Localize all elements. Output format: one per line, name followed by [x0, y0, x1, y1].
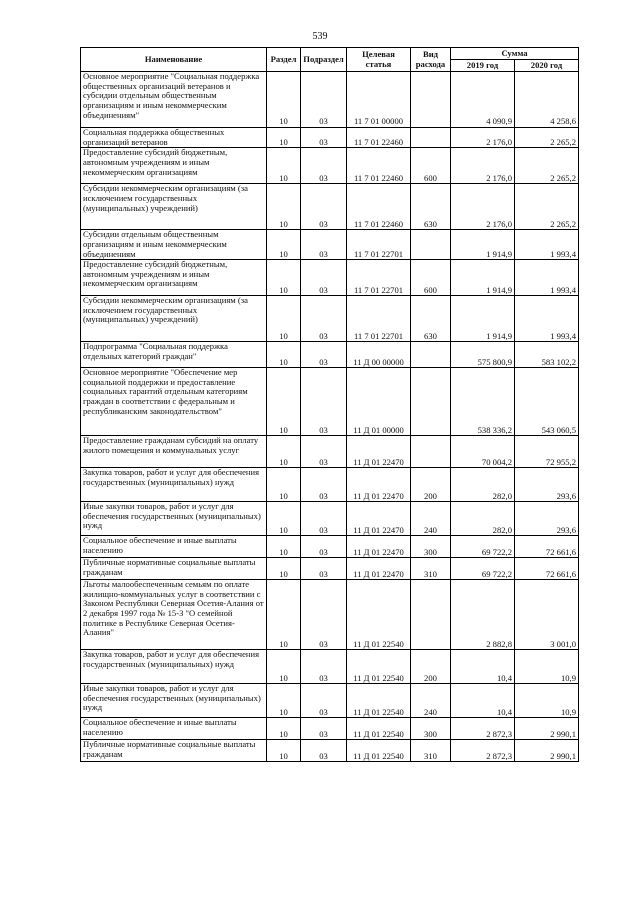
row-subsection: 03 — [301, 740, 347, 762]
row-sum-2020: 10,9 — [515, 650, 579, 684]
row-target: 11 Д 01 22540 — [347, 740, 411, 762]
row-sum-2019: 2 176,0 — [451, 128, 515, 148]
row-exp-type — [411, 72, 451, 128]
row-subsection: 03 — [301, 296, 347, 342]
header-name: Наименование — [81, 48, 267, 72]
row-sum-2020: 4 258,6 — [515, 72, 579, 128]
row-name: Предоставление субсидий бюджетным, автономным учреждениям и иным некоммерческим организациям — [81, 260, 267, 296]
row-target: 11 7 01 22460 — [347, 128, 411, 148]
row-sum-2020: 1 993,4 — [515, 260, 579, 296]
table-row — [81, 230, 579, 260]
row-sum-2019: 1 914,9 — [451, 230, 515, 260]
row-name: Социальное обеспечение и иные выплаты населению — [81, 536, 267, 558]
row-name: Основное мероприятие "Социальная поддержка общественных организаций ветеранов и субсидии отдельным общественным организациям и иным некоммерческим объединениям" — [81, 72, 267, 128]
row-subsection: 03 — [301, 148, 347, 184]
row-subsection: 03 — [301, 128, 347, 148]
row-subsection: 03 — [301, 650, 347, 684]
row-section: 10 — [267, 580, 301, 650]
table-row — [81, 368, 579, 436]
row-name: Публичные нормативные социальные выплаты гражданам — [81, 558, 267, 580]
row-exp-type: 200 — [411, 650, 451, 684]
header-2019: 2019 год — [451, 60, 515, 72]
row-section: 10 — [267, 72, 301, 128]
row-sum-2019: 69 722,2 — [451, 558, 515, 580]
row-sum-2020: 1 993,4 — [515, 230, 579, 260]
header-sum: Сумма — [451, 48, 579, 60]
row-subsection: 03 — [301, 342, 347, 368]
row-section: 10 — [267, 296, 301, 342]
header-section: Раздел — [267, 48, 301, 72]
row-sum-2019: 282,0 — [451, 468, 515, 502]
row-subsection: 03 — [301, 184, 347, 230]
row-subsection: 03 — [301, 536, 347, 558]
table-row — [81, 558, 579, 580]
row-exp-type: 240 — [411, 502, 451, 536]
row-target: 11 Д 01 22470 — [347, 558, 411, 580]
row-sum-2019: 2 882,8 — [451, 580, 515, 650]
table-row — [81, 650, 579, 684]
row-subsection: 03 — [301, 502, 347, 536]
row-target: 11 Д 01 22470 — [347, 502, 411, 536]
row-target: 11 7 01 22460 — [347, 184, 411, 230]
row-name: Субсидии отдельным общественным организациям и иным некоммерческим объединениям — [81, 230, 267, 260]
row-target: 11 Д 01 22470 — [347, 468, 411, 502]
header-2020: 2020 год — [515, 60, 579, 72]
table-row — [81, 72, 579, 128]
row-sum-2020: 72 955,2 — [515, 436, 579, 468]
row-name: Социальная поддержка общественных организаций ветеранов — [81, 128, 267, 148]
row-sum-2019: 70 004,2 — [451, 436, 515, 468]
row-exp-type: 240 — [411, 684, 451, 718]
row-name: Льготы малообеспеченным семьям по оплате жилищно-коммунальных услуг в соответствии с Законом Республики Северная Осетия-Алания от 2 декабря 1997 года № 15-З "О семейной политике в Республике Северная Осетия-Алания" — [81, 580, 267, 650]
row-exp-type: 300 — [411, 536, 451, 558]
row-sum-2020: 2 990,1 — [515, 740, 579, 762]
row-sum-2020: 72 661,6 — [515, 536, 579, 558]
row-target: 11 Д 00 00000 — [347, 342, 411, 368]
row-sum-2020: 2 265,2 — [515, 128, 579, 148]
row-section: 10 — [267, 650, 301, 684]
row-name: Предоставление субсидий бюджетным, автономным учреждениям и иным некоммерческим организациям — [81, 148, 267, 184]
table-row — [81, 148, 579, 184]
row-name: Подпрограмма "Социальная поддержка отдельных категорий граждан" — [81, 342, 267, 368]
row-sum-2019: 10,4 — [451, 650, 515, 684]
row-sum-2019: 1 914,9 — [451, 260, 515, 296]
header-target: Целевая статья — [347, 48, 411, 72]
row-name: Закупка товаров, работ и услуг для обеспечения государственных (муниципальных) нужд — [81, 468, 267, 502]
row-sum-2020: 293,6 — [515, 468, 579, 502]
row-section: 10 — [267, 502, 301, 536]
row-name: Предоставление гражданам субсидий на оплату жилого помещения и коммунальных услуг — [81, 436, 267, 468]
row-name: Социальное обеспечение и иные выплаты населению — [81, 718, 267, 740]
row-name: Основное мероприятие "Обеспечение мер социальной поддержки и предоставление социальных гарантий отдельным категориям граждан в соответствии с федеральным и республиканским законодательством" — [81, 368, 267, 436]
row-exp-type: 310 — [411, 740, 451, 762]
row-sum-2020: 543 060,5 — [515, 368, 579, 436]
row-exp-type: 600 — [411, 148, 451, 184]
row-target: 11 Д 01 22540 — [347, 650, 411, 684]
row-section: 10 — [267, 342, 301, 368]
row-section: 10 — [267, 260, 301, 296]
row-target: 11 7 01 22701 — [347, 230, 411, 260]
row-sum-2020: 583 102,2 — [515, 342, 579, 368]
row-sum-2020: 72 661,6 — [515, 558, 579, 580]
table-row — [81, 718, 579, 740]
row-sum-2019: 2 176,0 — [451, 148, 515, 184]
row-section: 10 — [267, 468, 301, 502]
row-sum-2019: 2 872,3 — [451, 740, 515, 762]
row-subsection: 03 — [301, 468, 347, 502]
table-row — [81, 296, 579, 342]
row-target: 11 Д 01 22540 — [347, 684, 411, 718]
row-exp-type: 300 — [411, 718, 451, 740]
table-row — [81, 740, 579, 762]
row-exp-type: 630 — [411, 184, 451, 230]
row-sum-2020: 2 990,1 — [515, 718, 579, 740]
row-sum-2019: 1 914,9 — [451, 296, 515, 342]
row-sum-2019: 69 722,2 — [451, 536, 515, 558]
row-subsection: 03 — [301, 558, 347, 580]
row-sum-2019: 538 336,2 — [451, 368, 515, 436]
row-name: Субсидии некоммерческим организациям (за исключением государственных (муниципальных) учреждений) — [81, 184, 267, 230]
row-exp-type — [411, 128, 451, 148]
row-exp-type — [411, 368, 451, 436]
row-name: Иные закупки товаров, работ и услуг для обеспечения государственных (муниципальных) нужд — [81, 684, 267, 718]
row-subsection: 03 — [301, 260, 347, 296]
table-row — [81, 580, 579, 650]
row-sum-2020: 3 001,0 — [515, 580, 579, 650]
row-subsection: 03 — [301, 580, 347, 650]
row-subsection: 03 — [301, 684, 347, 718]
table-row — [81, 184, 579, 230]
row-exp-type — [411, 230, 451, 260]
row-sum-2020: 10,9 — [515, 684, 579, 718]
table-row — [81, 342, 579, 368]
row-target: 11 Д 01 22470 — [347, 536, 411, 558]
row-section: 10 — [267, 740, 301, 762]
row-sum-2019: 4 090,9 — [451, 72, 515, 128]
row-exp-type: 630 — [411, 296, 451, 342]
row-name: Публичные нормативные социальные выплаты гражданам — [81, 740, 267, 762]
row-target: 11 7 01 22701 — [347, 260, 411, 296]
row-target: 11 Д 01 22540 — [347, 580, 411, 650]
row-sum-2020: 1 993,4 — [515, 296, 579, 342]
table-row — [81, 468, 579, 502]
row-exp-type: 600 — [411, 260, 451, 296]
table-row — [81, 128, 579, 148]
row-exp-type: 200 — [411, 468, 451, 502]
row-exp-type: 310 — [411, 558, 451, 580]
row-sum-2019: 575 800,9 — [451, 342, 515, 368]
row-sum-2020: 2 265,2 — [515, 184, 579, 230]
row-subsection: 03 — [301, 72, 347, 128]
budget-table — [80, 47, 579, 762]
row-target: 11 Д 01 00000 — [347, 368, 411, 436]
table-row — [81, 684, 579, 718]
row-target: 11 Д 01 22470 — [347, 436, 411, 468]
row-target: 11 7 01 22460 — [347, 148, 411, 184]
page-number: 539 — [312, 31, 328, 42]
row-exp-type — [411, 436, 451, 468]
table-row — [81, 536, 579, 558]
row-name: Субсидии некоммерческим организациям (за исключением государственных (муниципальных) учреждений) — [81, 296, 267, 342]
header-exp-type: Вид расхода — [411, 48, 451, 72]
row-subsection: 03 — [301, 436, 347, 468]
row-sum-2019: 2 872,3 — [451, 718, 515, 740]
row-sum-2020: 293,6 — [515, 502, 579, 536]
row-target: 11 Д 01 22540 — [347, 718, 411, 740]
row-sum-2020: 2 265,2 — [515, 148, 579, 184]
row-section: 10 — [267, 184, 301, 230]
row-section: 10 — [267, 718, 301, 740]
row-subsection: 03 — [301, 718, 347, 740]
header-subsection: Подраздел — [301, 48, 347, 72]
row-subsection: 03 — [301, 368, 347, 436]
row-name: Закупка товаров, работ и услуг для обеспечения государственных (муниципальных) нужд — [81, 650, 267, 684]
row-section: 10 — [267, 230, 301, 260]
table-row — [81, 436, 579, 468]
table-row — [81, 502, 579, 536]
row-section: 10 — [267, 684, 301, 718]
table-row — [81, 260, 579, 296]
row-target: 11 7 01 22701 — [347, 296, 411, 342]
row-sum-2019: 2 176,0 — [451, 184, 515, 230]
row-section: 10 — [267, 558, 301, 580]
row-section: 10 — [267, 436, 301, 468]
row-section: 10 — [267, 128, 301, 148]
row-subsection: 03 — [301, 230, 347, 260]
row-sum-2019: 10,4 — [451, 684, 515, 718]
row-section: 10 — [267, 148, 301, 184]
row-section: 10 — [267, 368, 301, 436]
row-target: 11 7 01 00000 — [347, 72, 411, 128]
row-name: Иные закупки товаров, работ и услуг для обеспечения государственных (муниципальных) нужд — [81, 502, 267, 536]
row-exp-type — [411, 580, 451, 650]
row-section: 10 — [267, 536, 301, 558]
row-sum-2019: 282,0 — [451, 502, 515, 536]
row-exp-type — [411, 342, 451, 368]
